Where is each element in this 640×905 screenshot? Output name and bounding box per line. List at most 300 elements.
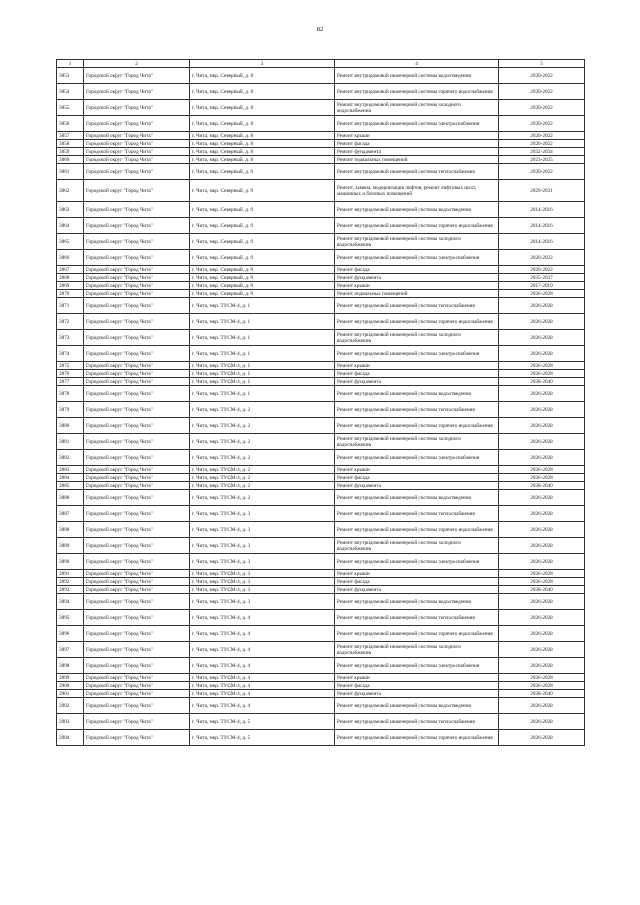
work-type-cell: Ремонт крыши	[335, 362, 499, 370]
period-cell: 2026-2028	[499, 490, 585, 506]
address-cell: г. Чита, мкр. Северный, д. 9	[190, 282, 335, 290]
work-type-cell: Ремонт фасада	[335, 140, 499, 148]
address-cell: г. Чита, мкр. Северный, д. 9	[190, 266, 335, 274]
address-cell: г. Чита, мкр. ТУСМ-4, д. 2	[190, 466, 335, 474]
work-type-cell: Ремонт внутридомовой инженерной системы электроснабжения	[335, 250, 499, 266]
table-row	[57, 346, 585, 362]
address-cell: г. Чита, мкр. ТУСМ-4, д. 3	[190, 554, 335, 570]
period-cell: 2014-2016	[499, 202, 585, 218]
municipality-cell: Городской округ "Город Чита"	[84, 234, 190, 250]
table-row	[57, 116, 585, 132]
period-cell: 2026-2028	[499, 386, 585, 402]
municipality-cell: Городской округ "Город Чита"	[84, 482, 190, 490]
row-number-cell: 3875	[57, 362, 84, 370]
period-cell: 2026-2028	[499, 362, 585, 370]
row-number-cell: 3881	[57, 434, 84, 450]
address-cell: г. Чита, мкр. Северный, д. 8	[190, 84, 335, 100]
work-type-cell: Ремонт подвальных помещений	[335, 156, 499, 164]
period-cell: 2029-2031	[499, 180, 585, 202]
address-cell: г. Чита, мкр. ТУСМ-4, д. 1	[190, 370, 335, 378]
address-cell: г. Чита, мкр. ТУСМ-4, д. 2	[190, 402, 335, 418]
row-number-cell: 3887	[57, 506, 84, 522]
work-type-cell: Ремонт подвальных помещений	[335, 290, 499, 298]
work-type-cell: Ремонт внутридомовой инженерной системы водоотведения	[335, 698, 499, 714]
work-type-cell: Ремонт внутридомовой инженерной системы теплоснабжения	[335, 610, 499, 626]
work-type-cell: Ремонт внутридомовой инженерной системы водоотведения	[335, 202, 499, 218]
table-row	[57, 642, 585, 658]
period-cell: 2026-2028	[499, 418, 585, 434]
municipality-cell: Городской округ "Город Чита"	[84, 434, 190, 450]
column-number: 3	[190, 60, 335, 68]
row-number-cell: 3870	[57, 290, 84, 298]
municipality-cell: Городской округ "Город Чита"	[84, 362, 190, 370]
municipality-cell: Городской округ "Город Чита"	[84, 610, 190, 626]
table-row	[57, 266, 585, 274]
municipality-cell: Городской округ "Город Чита"	[84, 100, 190, 116]
table-row	[57, 132, 585, 140]
table-row	[57, 586, 585, 594]
column-number: 2	[84, 60, 190, 68]
row-number-cell: 3861	[57, 164, 84, 180]
work-type-cell: Ремонт внутридомовой инженерной системы водоотведения	[335, 386, 499, 402]
table-row	[57, 730, 585, 746]
row-number-cell: 3889	[57, 538, 84, 554]
row-number-cell: 3869	[57, 282, 84, 290]
table-row	[57, 218, 585, 234]
work-type-cell: Ремонт внутридомовой инженерной системы электроснабжения	[335, 116, 499, 132]
work-type-cell: Ремонт крыши	[335, 466, 499, 474]
address-cell: г. Чита, мкр. ТУСМ-4, д. 3	[190, 578, 335, 586]
row-number-cell: 3867	[57, 266, 84, 274]
address-cell: г. Чита, мкр. Северный, д. 8	[190, 148, 335, 156]
row-number-cell: 3871	[57, 298, 84, 314]
period-cell: 2026-2028	[499, 538, 585, 554]
municipality-cell: Городской округ "Город Чита"	[84, 148, 190, 156]
period-cell: 2026-2028	[499, 578, 585, 586]
address-cell: г. Чита, мкр. Северный, д. 8	[190, 68, 335, 84]
table-row	[57, 626, 585, 642]
row-number-cell: 3863	[57, 202, 84, 218]
repair-program-table	[56, 59, 585, 746]
row-number-cell: 3865	[57, 234, 84, 250]
address-cell: г. Чита, мкр. ТУСМ-4, д. 2	[190, 434, 335, 450]
table-row	[57, 250, 585, 266]
period-cell: 2026-2028	[499, 594, 585, 610]
row-number-cell: 3878	[57, 386, 84, 402]
work-type-cell: Ремонт внутридомовой инженерной системы электроснабжения	[335, 554, 499, 570]
period-cell: 2032-2034	[499, 148, 585, 156]
table-row	[57, 148, 585, 156]
address-cell: г. Чита, мкр. ТУСМ-4, д. 4	[190, 690, 335, 698]
address-cell: г. Чита, мкр. Северный, д. 9	[190, 218, 335, 234]
period-cell: 2026-2028	[499, 402, 585, 418]
table-row	[57, 466, 585, 474]
table-row	[57, 682, 585, 690]
address-cell: г. Чита, мкр. ТУСМ-4, д. 4	[190, 682, 335, 690]
table-row	[57, 290, 585, 298]
municipality-cell: Городской округ "Город Чита"	[84, 490, 190, 506]
row-number-cell: 3895	[57, 610, 84, 626]
period-cell: 2014-2016	[499, 218, 585, 234]
period-cell: 2026-2028	[499, 674, 585, 682]
municipality-cell: Городской округ "Город Чита"	[84, 180, 190, 202]
row-number-cell: 3853	[57, 68, 84, 84]
work-type-cell: Ремонт внутридомовой инженерной системы холодного водоснабжения	[335, 538, 499, 554]
table-row	[57, 418, 585, 434]
period-cell: 2038-2040	[499, 378, 585, 386]
period-cell: 2026-2028	[499, 330, 585, 346]
column-number: 4	[335, 60, 499, 68]
municipality-cell: Городской округ "Город Чита"	[84, 674, 190, 682]
address-cell: г. Чита, мкр. Северный, д. 8	[190, 140, 335, 148]
row-number-cell: 3856	[57, 116, 84, 132]
work-type-cell: Ремонт крыши	[335, 570, 499, 578]
address-cell: г. Чита, мкр. ТУСМ-4, д. 4	[190, 642, 335, 658]
table-row	[57, 180, 585, 202]
municipality-cell: Городской округ "Город Чита"	[84, 370, 190, 378]
address-cell: г. Чита, мкр. ТУСМ-4, д. 1	[190, 346, 335, 362]
row-number-cell: 3892	[57, 578, 84, 586]
row-number-cell: 3891	[57, 570, 84, 578]
table-row	[57, 610, 585, 626]
municipality-cell: Городской округ "Город Чита"	[84, 266, 190, 274]
work-type-cell: Ремонт фасада	[335, 578, 499, 586]
period-cell: 2035-2037	[499, 274, 585, 282]
municipality-cell: Городской округ "Город Чита"	[84, 594, 190, 610]
address-cell: г. Чита, мкр. ТУСМ-4, д. 4	[190, 610, 335, 626]
municipality-cell: Городской округ "Город Чита"	[84, 290, 190, 298]
address-cell: г. Чита, мкр. Северный, д. 9	[190, 234, 335, 250]
municipality-cell: Городской округ "Город Чита"	[84, 402, 190, 418]
row-number-cell: 3902	[57, 698, 84, 714]
address-cell: г. Чита, мкр. Северный, д. 9	[190, 290, 335, 298]
table-row	[57, 450, 585, 466]
table-row	[57, 674, 585, 682]
address-cell: г. Чита, мкр. ТУСМ-4, д. 2	[190, 482, 335, 490]
table-row	[57, 202, 585, 218]
period-cell: 2017-2019	[499, 282, 585, 290]
work-type-cell: Ремонт фундамента	[335, 274, 499, 282]
municipality-cell: Городской округ "Город Чита"	[84, 346, 190, 362]
row-number-cell: 3879	[57, 402, 84, 418]
municipality-cell: Городской округ "Город Чита"	[84, 466, 190, 474]
address-cell: г. Чита, мкр. ТУСМ-4, д. 3	[190, 586, 335, 594]
period-cell: 2026-2028	[499, 626, 585, 642]
work-type-cell: Ремонт внутридомовой инженерной системы горячего водоснабжения	[335, 314, 499, 330]
work-type-cell: Ремонт внутридомовой инженерной системы холодного водоснабжения	[335, 434, 499, 450]
address-cell: г. Чита, мкр. ТУСМ-4, д. 5	[190, 714, 335, 730]
address-cell: г. Чита, мкр. ТУСМ-4, д. 1	[190, 386, 335, 402]
table-row	[57, 234, 585, 250]
table-row	[57, 330, 585, 346]
period-cell: 2026-2028	[499, 570, 585, 578]
address-cell: г. Чита, мкр. ТУСМ-4, д. 2	[190, 490, 335, 506]
municipality-cell: Городской округ "Город Чита"	[84, 578, 190, 586]
table-row	[57, 538, 585, 554]
period-cell: 2026-2028	[499, 314, 585, 330]
table-row	[57, 370, 585, 378]
column-number-row	[57, 60, 585, 68]
municipality-cell: Городской округ "Город Чита"	[84, 658, 190, 674]
row-number-cell: 3864	[57, 218, 84, 234]
period-cell: 2026-2028	[499, 474, 585, 482]
table-row	[57, 594, 585, 610]
table-row	[57, 68, 585, 84]
table-body	[57, 68, 585, 746]
address-cell: г. Чита, мкр. ТУСМ-4, д. 5	[190, 730, 335, 746]
table-row	[57, 522, 585, 538]
address-cell: г. Чита, мкр. ТУСМ-4, д. 1	[190, 298, 335, 314]
work-type-cell: Ремонт внутридомовой инженерной системы горячего водоснабжения	[335, 730, 499, 746]
work-type-cell: Ремонт фундамента	[335, 482, 499, 490]
row-number-cell: 3901	[57, 690, 84, 698]
row-number-cell: 3896	[57, 626, 84, 642]
municipality-cell: Городской округ "Город Чита"	[84, 570, 190, 578]
municipality-cell: Городской округ "Город Чита"	[84, 626, 190, 642]
work-type-cell: Ремонт внутридомовой инженерной системы теплоснабжения	[335, 298, 499, 314]
municipality-cell: Городской округ "Город Чита"	[84, 586, 190, 594]
work-type-cell: Ремонт фундамента	[335, 148, 499, 156]
address-cell: г. Чита, мкр. ТУСМ-4, д. 4	[190, 658, 335, 674]
row-number-cell: 3900	[57, 682, 84, 690]
table-row	[57, 690, 585, 698]
period-cell: 2026-2028	[499, 698, 585, 714]
table-row	[57, 658, 585, 674]
row-number-cell: 3888	[57, 522, 84, 538]
municipality-cell: Городской округ "Город Чита"	[84, 84, 190, 100]
row-number-cell: 3880	[57, 418, 84, 434]
table-row	[57, 714, 585, 730]
period-cell: 2038-2040	[499, 482, 585, 490]
table-row	[57, 402, 585, 418]
municipality-cell: Городской округ "Город Чита"	[84, 698, 190, 714]
period-cell: 2023-2025	[499, 156, 585, 164]
work-type-cell: Ремонт внутридомовой инженерной системы горячего водоснабжения	[335, 418, 499, 434]
period-cell: 2026-2028	[499, 642, 585, 658]
municipality-cell: Городской округ "Город Чита"	[84, 522, 190, 538]
row-number-cell: 3903	[57, 714, 84, 730]
work-type-cell: Ремонт фасада	[335, 474, 499, 482]
row-number-cell: 3885	[57, 482, 84, 490]
row-number-cell: 3884	[57, 474, 84, 482]
municipality-cell: Городской округ "Город Чита"	[84, 298, 190, 314]
table-row	[57, 274, 585, 282]
period-cell: 2014-2016	[499, 234, 585, 250]
work-type-cell: Ремонт внутридомовой инженерной системы электроснабжения	[335, 346, 499, 362]
municipality-cell: Городской округ "Город Чита"	[84, 386, 190, 402]
row-number-cell: 3873	[57, 330, 84, 346]
period-cell: 2026-2028	[499, 506, 585, 522]
work-type-cell: Ремонт фасада	[335, 266, 499, 274]
row-number-cell: 3854	[57, 84, 84, 100]
municipality-cell: Городской округ "Город Чита"	[84, 690, 190, 698]
period-cell: 2020-2022	[499, 100, 585, 116]
row-number-cell: 3894	[57, 594, 84, 610]
period-cell: 2026-2028	[499, 682, 585, 690]
work-type-cell: Ремонт внутридомовой инженерной системы электроснабжения	[335, 658, 499, 674]
table-row	[57, 362, 585, 370]
address-cell: г. Чита, мкр. ТУСМ-4, д. 1	[190, 378, 335, 386]
table-row	[57, 282, 585, 290]
work-type-cell: Ремонт внутридомовой инженерной системы холодного водоснабжения	[335, 642, 499, 658]
work-type-cell: Ремонт фундамента	[335, 378, 499, 386]
municipality-cell: Городской округ "Город Чита"	[84, 682, 190, 690]
work-type-cell: Ремонт внутридомовой инженерной системы теплоснабжения	[335, 506, 499, 522]
address-cell: г. Чита, мкр. Северный, д. 9	[190, 164, 335, 180]
table-row	[57, 100, 585, 116]
address-cell: г. Чита, мкр. ТУСМ-4, д. 4	[190, 674, 335, 682]
work-type-cell: Ремонт фасада	[335, 682, 499, 690]
table-row	[57, 578, 585, 586]
page-number: 82	[316, 26, 324, 33]
address-cell: г. Чита, мкр. Северный, д. 8	[190, 100, 335, 116]
work-type-cell: Ремонт внутридомовой инженерной системы горячего водоснабжения	[335, 522, 499, 538]
municipality-cell: Городской округ "Город Чита"	[84, 164, 190, 180]
work-type-cell: Ремонт внутридомовой инженерной системы теплоснабжения	[335, 402, 499, 418]
municipality-cell: Городской округ "Город Чита"	[84, 116, 190, 132]
work-type-cell: Ремонт внутридомовой инженерной системы теплоснабжения	[335, 714, 499, 730]
address-cell: г. Чита, мкр. Северный, д. 9	[190, 250, 335, 266]
work-type-cell: Ремонт внутридомовой инженерной системы водоотведения	[335, 490, 499, 506]
period-cell: 2020-2022	[499, 250, 585, 266]
row-number-cell: 3857	[57, 132, 84, 140]
municipality-cell: Городской округ "Город Чита"	[84, 714, 190, 730]
table-row	[57, 554, 585, 570]
address-cell: г. Чита, мкр. ТУСМ-4, д. 1	[190, 314, 335, 330]
period-cell: 2026-2028	[499, 434, 585, 450]
work-type-cell: Ремонт внутридомовой инженерной системы холодного водоснабжения	[335, 234, 499, 250]
work-type-cell: Ремонт крыши	[335, 674, 499, 682]
table-row	[57, 386, 585, 402]
municipality-cell: Городской округ "Город Чита"	[84, 642, 190, 658]
column-number: 5	[499, 60, 585, 68]
address-cell: г. Чита, мкр. ТУСМ-4, д. 3	[190, 506, 335, 522]
period-cell: 2020-2022	[499, 84, 585, 100]
address-cell: г. Чита, мкр. ТУСМ-4, д. 3	[190, 522, 335, 538]
table-row	[57, 84, 585, 100]
table-row	[57, 570, 585, 578]
period-cell: 2026-2028	[499, 346, 585, 362]
period-cell: 2020-2022	[499, 266, 585, 274]
period-cell: 2026-2028	[499, 370, 585, 378]
period-cell: 2026-2028	[499, 714, 585, 730]
period-cell: 2020-2022	[499, 140, 585, 148]
address-cell: г. Чита, мкр. Северный, д. 8	[190, 116, 335, 132]
period-cell: 2026-2028	[499, 658, 585, 674]
address-cell: г. Чита, мкр. Северный, д. 9	[190, 202, 335, 218]
row-number-cell: 3893	[57, 586, 84, 594]
period-cell: 2026-2028	[499, 466, 585, 474]
row-number-cell: 3868	[57, 274, 84, 282]
table-row	[57, 474, 585, 482]
work-type-cell: Ремонт фундамента	[335, 586, 499, 594]
work-type-cell: Ремонт внутридомовой инженерной системы водоотведения	[335, 68, 499, 84]
table-row	[57, 140, 585, 148]
address-cell: г. Чита, мкр. ТУСМ-4, д. 1	[190, 362, 335, 370]
work-type-cell: Ремонт внутридомовой инженерной системы теплоснабжения	[335, 164, 499, 180]
table-row	[57, 482, 585, 490]
municipality-cell: Городской округ "Город Чита"	[84, 274, 190, 282]
column-number: 1	[57, 60, 84, 68]
address-cell: г. Чита, мкр. Северный, д. 9	[190, 274, 335, 282]
row-number-cell: 3886	[57, 490, 84, 506]
row-number-cell: 3882	[57, 450, 84, 466]
municipality-cell: Городской округ "Город Чита"	[84, 418, 190, 434]
municipality-cell: Городской округ "Город Чита"	[84, 218, 190, 234]
municipality-cell: Городской округ "Город Чита"	[84, 730, 190, 746]
row-number-cell: 3874	[57, 346, 84, 362]
address-cell: г. Чита, мкр. ТУСМ-4, д. 3	[190, 570, 335, 578]
row-number-cell: 3860	[57, 156, 84, 164]
table-row	[57, 698, 585, 714]
period-cell: 2026-2028	[499, 730, 585, 746]
period-cell: 2020-2022	[499, 68, 585, 84]
row-number-cell: 3855	[57, 100, 84, 116]
work-type-cell: Ремонт фасада	[335, 370, 499, 378]
period-cell: 2038-2040	[499, 690, 585, 698]
work-type-cell: Ремонт внутридомовой инженерной системы горячего водоснабжения	[335, 218, 499, 234]
address-cell: г. Чита, мкр. Северный, д. 9	[190, 180, 335, 202]
municipality-cell: Городской округ "Город Чита"	[84, 156, 190, 164]
table-row	[57, 506, 585, 522]
work-type-cell: Ремонт крыши	[335, 132, 499, 140]
municipality-cell: Городской округ "Город Чита"	[84, 282, 190, 290]
period-cell: 2026-2028	[499, 290, 585, 298]
table-row	[57, 156, 585, 164]
work-type-cell: Ремонт внутридомовой инженерной системы водоотведения	[335, 594, 499, 610]
address-cell: г. Чита, мкр. ТУСМ-4, д. 3	[190, 594, 335, 610]
table-row	[57, 434, 585, 450]
address-cell: г. Чита, мкр. Северный, д. 8	[190, 132, 335, 140]
municipality-cell: Городской округ "Город Чита"	[84, 202, 190, 218]
work-type-cell: Ремонт, замена, модернизация лифтов, ремонт лифтовых шахт, машинных и блочных помещений	[335, 180, 499, 202]
period-cell: 2026-2028	[499, 450, 585, 466]
period-cell: 2020-2022	[499, 132, 585, 140]
municipality-cell: Городской округ "Город Чита"	[84, 250, 190, 266]
work-type-cell: Ремонт крыши	[335, 282, 499, 290]
row-number-cell: 3898	[57, 658, 84, 674]
period-cell: 2026-2028	[499, 610, 585, 626]
work-type-cell: Ремонт внутридомовой инженерной системы горячего водоснабжения	[335, 626, 499, 642]
row-number-cell: 3858	[57, 140, 84, 148]
table-row	[57, 314, 585, 330]
period-cell: 2026-2028	[499, 522, 585, 538]
table-row	[57, 490, 585, 506]
period-cell: 2026-2028	[499, 298, 585, 314]
table-row	[57, 378, 585, 386]
row-number-cell: 3897	[57, 642, 84, 658]
period-cell: 2038-2040	[499, 586, 585, 594]
municipality-cell: Городской округ "Город Чита"	[84, 506, 190, 522]
municipality-cell: Городской округ "Город Чита"	[84, 140, 190, 148]
row-number-cell: 3904	[57, 730, 84, 746]
row-number-cell: 3862	[57, 180, 84, 202]
row-number-cell: 3883	[57, 466, 84, 474]
municipality-cell: Городской округ "Город Чита"	[84, 330, 190, 346]
period-cell: 2020-2022	[499, 164, 585, 180]
row-number-cell: 3877	[57, 378, 84, 386]
municipality-cell: Городской округ "Город Чита"	[84, 538, 190, 554]
table-row	[57, 298, 585, 314]
work-type-cell: Ремонт внутридомовой инженерной системы горячего водоснабжения	[335, 84, 499, 100]
address-cell: г. Чита, мкр. ТУСМ-4, д. 1	[190, 330, 335, 346]
table-row	[57, 164, 585, 180]
row-number-cell: 3876	[57, 370, 84, 378]
address-cell: г. Чита, мкр. ТУСМ-4, д. 2	[190, 474, 335, 482]
address-cell: г. Чита, мкр. ТУСМ-4, д. 2	[190, 418, 335, 434]
municipality-cell: Городской округ "Город Чита"	[84, 450, 190, 466]
municipality-cell: Городской округ "Город Чита"	[84, 554, 190, 570]
